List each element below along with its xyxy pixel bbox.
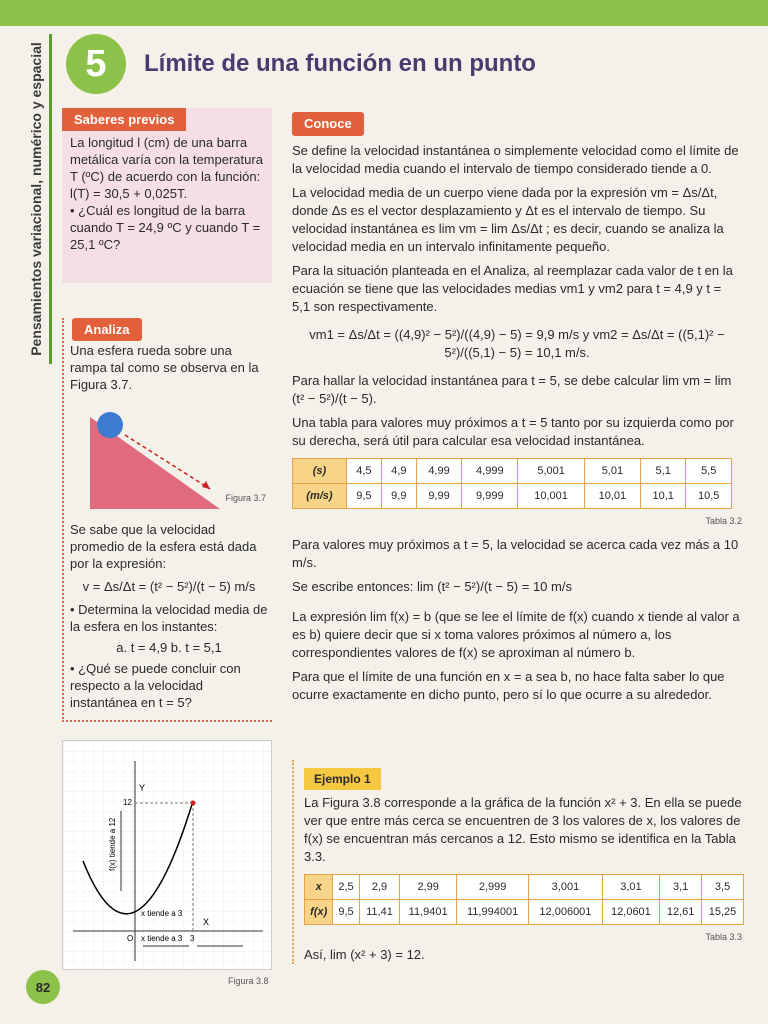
conoce-eq1: vm1 = Δs/Δt = ((4,9)² − 5²)/((4,9) − 5) = 9,9 m/s y vm2 = Δs/Δt = ((5,1)² − 5²)/((5,1) − 5) = 10,1 m/s. [309, 327, 725, 360]
side-section-label: Pensamientos variacional, numérico y espacial [22, 34, 52, 364]
conoce-p3: Para la situación planteada en el Analiza, al reemplazar cada valor de t en la ecuación se tiene que las velocidades medias vm1 y vm2 para t = 4,9 y t = 5,1 son respectivamente. [292, 263, 733, 314]
analiza-instants: a. t = 4,9 b. t = 5,1 [116, 640, 222, 655]
table-cell: 5,01 [584, 459, 640, 484]
limit-point [191, 801, 196, 806]
table-cell: 12,61 [660, 900, 702, 925]
conoce-section [292, 112, 742, 704]
table-head: f(x) [305, 900, 333, 925]
unit-number-badge: 5 [66, 34, 126, 94]
analiza-bullet2: • ¿Qué se puede concluir con respecto a la velocidad instantánea en t = 5? [70, 661, 241, 710]
conoce-p9: Para que el límite de una función en x = a sea b, no hace falta saber lo que ocurre exactamente en dicho punto, pero sí lo que ocurre a su alrededor. [292, 669, 725, 702]
table-3-3 [304, 874, 744, 925]
table-cell: 9,99 [416, 484, 462, 509]
table-cell: 11,9401 [400, 900, 457, 925]
ejemplo-text: La Figura 3.8 corresponde a la gráfica de la función x² + 3. En ella se puede ver que entre más cerca se encuentren de 3 los valores de x, los valores de f(x) se encuentran más cercanos a 12. Esto mismo se identifica en la Tabla 3.3. [304, 795, 742, 864]
table-cell: 9,9 [381, 484, 416, 509]
conoce-p4: Para hallar la velocidad instantánea para t = 5, se debe calcular lim vm = lim (t² − 5²)/(t − 5). [292, 373, 732, 406]
ramp-figure [70, 397, 270, 515]
parabola-graph [62, 740, 272, 970]
table-cell: 12,0601 [602, 900, 660, 925]
analiza-formula: v = Δs/Δt = (t² − 5²)/(t − 5) m/s [82, 579, 256, 594]
saberes-text: La longitud l (cm) de una barra metálica varía con la temperatura T (ºC) de acuerdo con la función: [70, 135, 263, 184]
table-cell: 3,001 [529, 875, 602, 900]
table-cell: 11,994001 [456, 900, 528, 925]
conoce-p1: Se define la velocidad instantánea o simplemente velocidad como el límite de la velocidad media cuando el intervalo de tiempo considerado tiende a 0. [292, 143, 739, 176]
table-cell: 11,41 [359, 900, 400, 925]
conoce-p7: Se escribe entonces: lim (t² − 5²)/(t − 5) = 10 m/s [292, 579, 572, 594]
y-axis-label: Y [139, 783, 146, 793]
table-cell: 15,25 [702, 900, 744, 925]
table-3-2 [292, 458, 732, 509]
table-cell: 3,1 [660, 875, 702, 900]
table-cell: 4,999 [462, 459, 518, 484]
table-row [305, 875, 744, 900]
table-cell: 3,5 [702, 875, 744, 900]
x-approach-label-1: x tiende a 3 [141, 909, 183, 918]
figure-3-7-label: Figura 3.7 [225, 493, 266, 503]
page-number: 82 [26, 970, 60, 1004]
y-approach-label: f(x) tiende a 12 [108, 817, 117, 871]
y-tick-12: 12 [123, 798, 132, 807]
table-cell: 5,1 [640, 459, 686, 484]
conoce-p5: Una tabla para valores muy próximos a t = 5 tanto por su izquierda como por su derecha, será útil para calcular esa velocidad instantánea. [292, 415, 734, 448]
table-cell: 9,999 [462, 484, 518, 509]
ball [97, 412, 123, 438]
table-cell: 10,1 [640, 484, 686, 509]
table-3-2-label: Tabla 3.2 [705, 516, 742, 526]
conoce-p6: Para valores muy próximos a t = 5, la velocidad se acerca cada vez más a 10 m/s. [292, 537, 739, 570]
analiza-header: Analiza [72, 318, 142, 341]
graph-svg [63, 741, 271, 969]
table-cell: 5,001 [518, 459, 585, 484]
page-title: Límite de una función en un punto [144, 50, 536, 77]
table-cell: 10,5 [686, 484, 732, 509]
table-head: x [305, 875, 333, 900]
table-cell: 5,5 [686, 459, 732, 484]
conoce-header: Conoce [292, 112, 364, 136]
table-cell: 2,99 [400, 875, 457, 900]
table-cell: 4,99 [416, 459, 462, 484]
saberes-header: Saberes previos [62, 108, 186, 131]
x-approach-label-2: x tiende a 3 [141, 934, 183, 943]
table-row [293, 484, 732, 509]
saberes-previos-box [62, 108, 272, 283]
analiza-bullet1: • Determina la velocidad media de la esfera en los instantes: [70, 602, 268, 634]
top-color-bar [0, 0, 768, 26]
analiza-text2: Se sabe que la velocidad promedio de la esfera está dada por la expresión: [70, 522, 257, 571]
ejemplo-box [292, 760, 742, 964]
table-cell: 10,01 [584, 484, 640, 509]
table-cell: 4,9 [381, 459, 416, 484]
table-cell: 9,5 [333, 900, 359, 925]
table-3-3-label: Tabla 3.3 [705, 932, 742, 942]
x-axis-label: X [203, 917, 210, 927]
table-row [305, 900, 744, 925]
ejemplo-conclusion: Así, lim (x² + 3) = 12. [304, 947, 425, 962]
table-cell: 10,001 [518, 484, 585, 509]
ejemplo-header: Ejemplo 1 [304, 768, 381, 790]
table-cell: 2,9 [359, 875, 400, 900]
analiza-intro: Una esfera rueda sobre una rampa tal como se observa en la Figura 3.7. [70, 343, 259, 392]
table-cell: 2,5 [333, 875, 359, 900]
saberes-formula: l(T) = 30,5 + 0,025T. [70, 186, 188, 201]
analiza-box [62, 318, 272, 722]
table-cell: 3,01 [602, 875, 660, 900]
saberes-question: • ¿Cuál es longitud de la barra cuando T = 24,9 ºC y cuando T = 25,1 ºC? [70, 203, 261, 252]
conoce-p2: La velocidad media de un cuerpo viene dada por la expresión vm = Δs/Δt, donde Δs es el vector desplazamiento y Δt es el intervalo de tiempo. Su velocidad instantánea es lim vm = lim Δs/Δt ; es decir, cuando se analiza la velocidad media en un intervalo infinitamente pequeño. [292, 185, 724, 254]
table-cell: 12,006001 [529, 900, 602, 925]
origin-label: O [127, 934, 134, 943]
table-cell: 9,5 [346, 484, 381, 509]
conoce-p8: La expresión lim f(x) = b (que se lee el límite de f(x) cuando x tiende al valor a es b) quiere decir que si x toma valores próximos al número a, los correspondientes valores de f(x) se aproximan al número b. [292, 609, 740, 660]
table-cell: 4,5 [346, 459, 381, 484]
table-row [293, 459, 732, 484]
table-head: (s) [293, 459, 347, 484]
table-head: (m/s) [293, 484, 347, 509]
x-tick-3: 3 [190, 934, 195, 943]
table-cell: 2,999 [456, 875, 528, 900]
figure-3-8-label: Figura 3.8 [228, 976, 269, 986]
